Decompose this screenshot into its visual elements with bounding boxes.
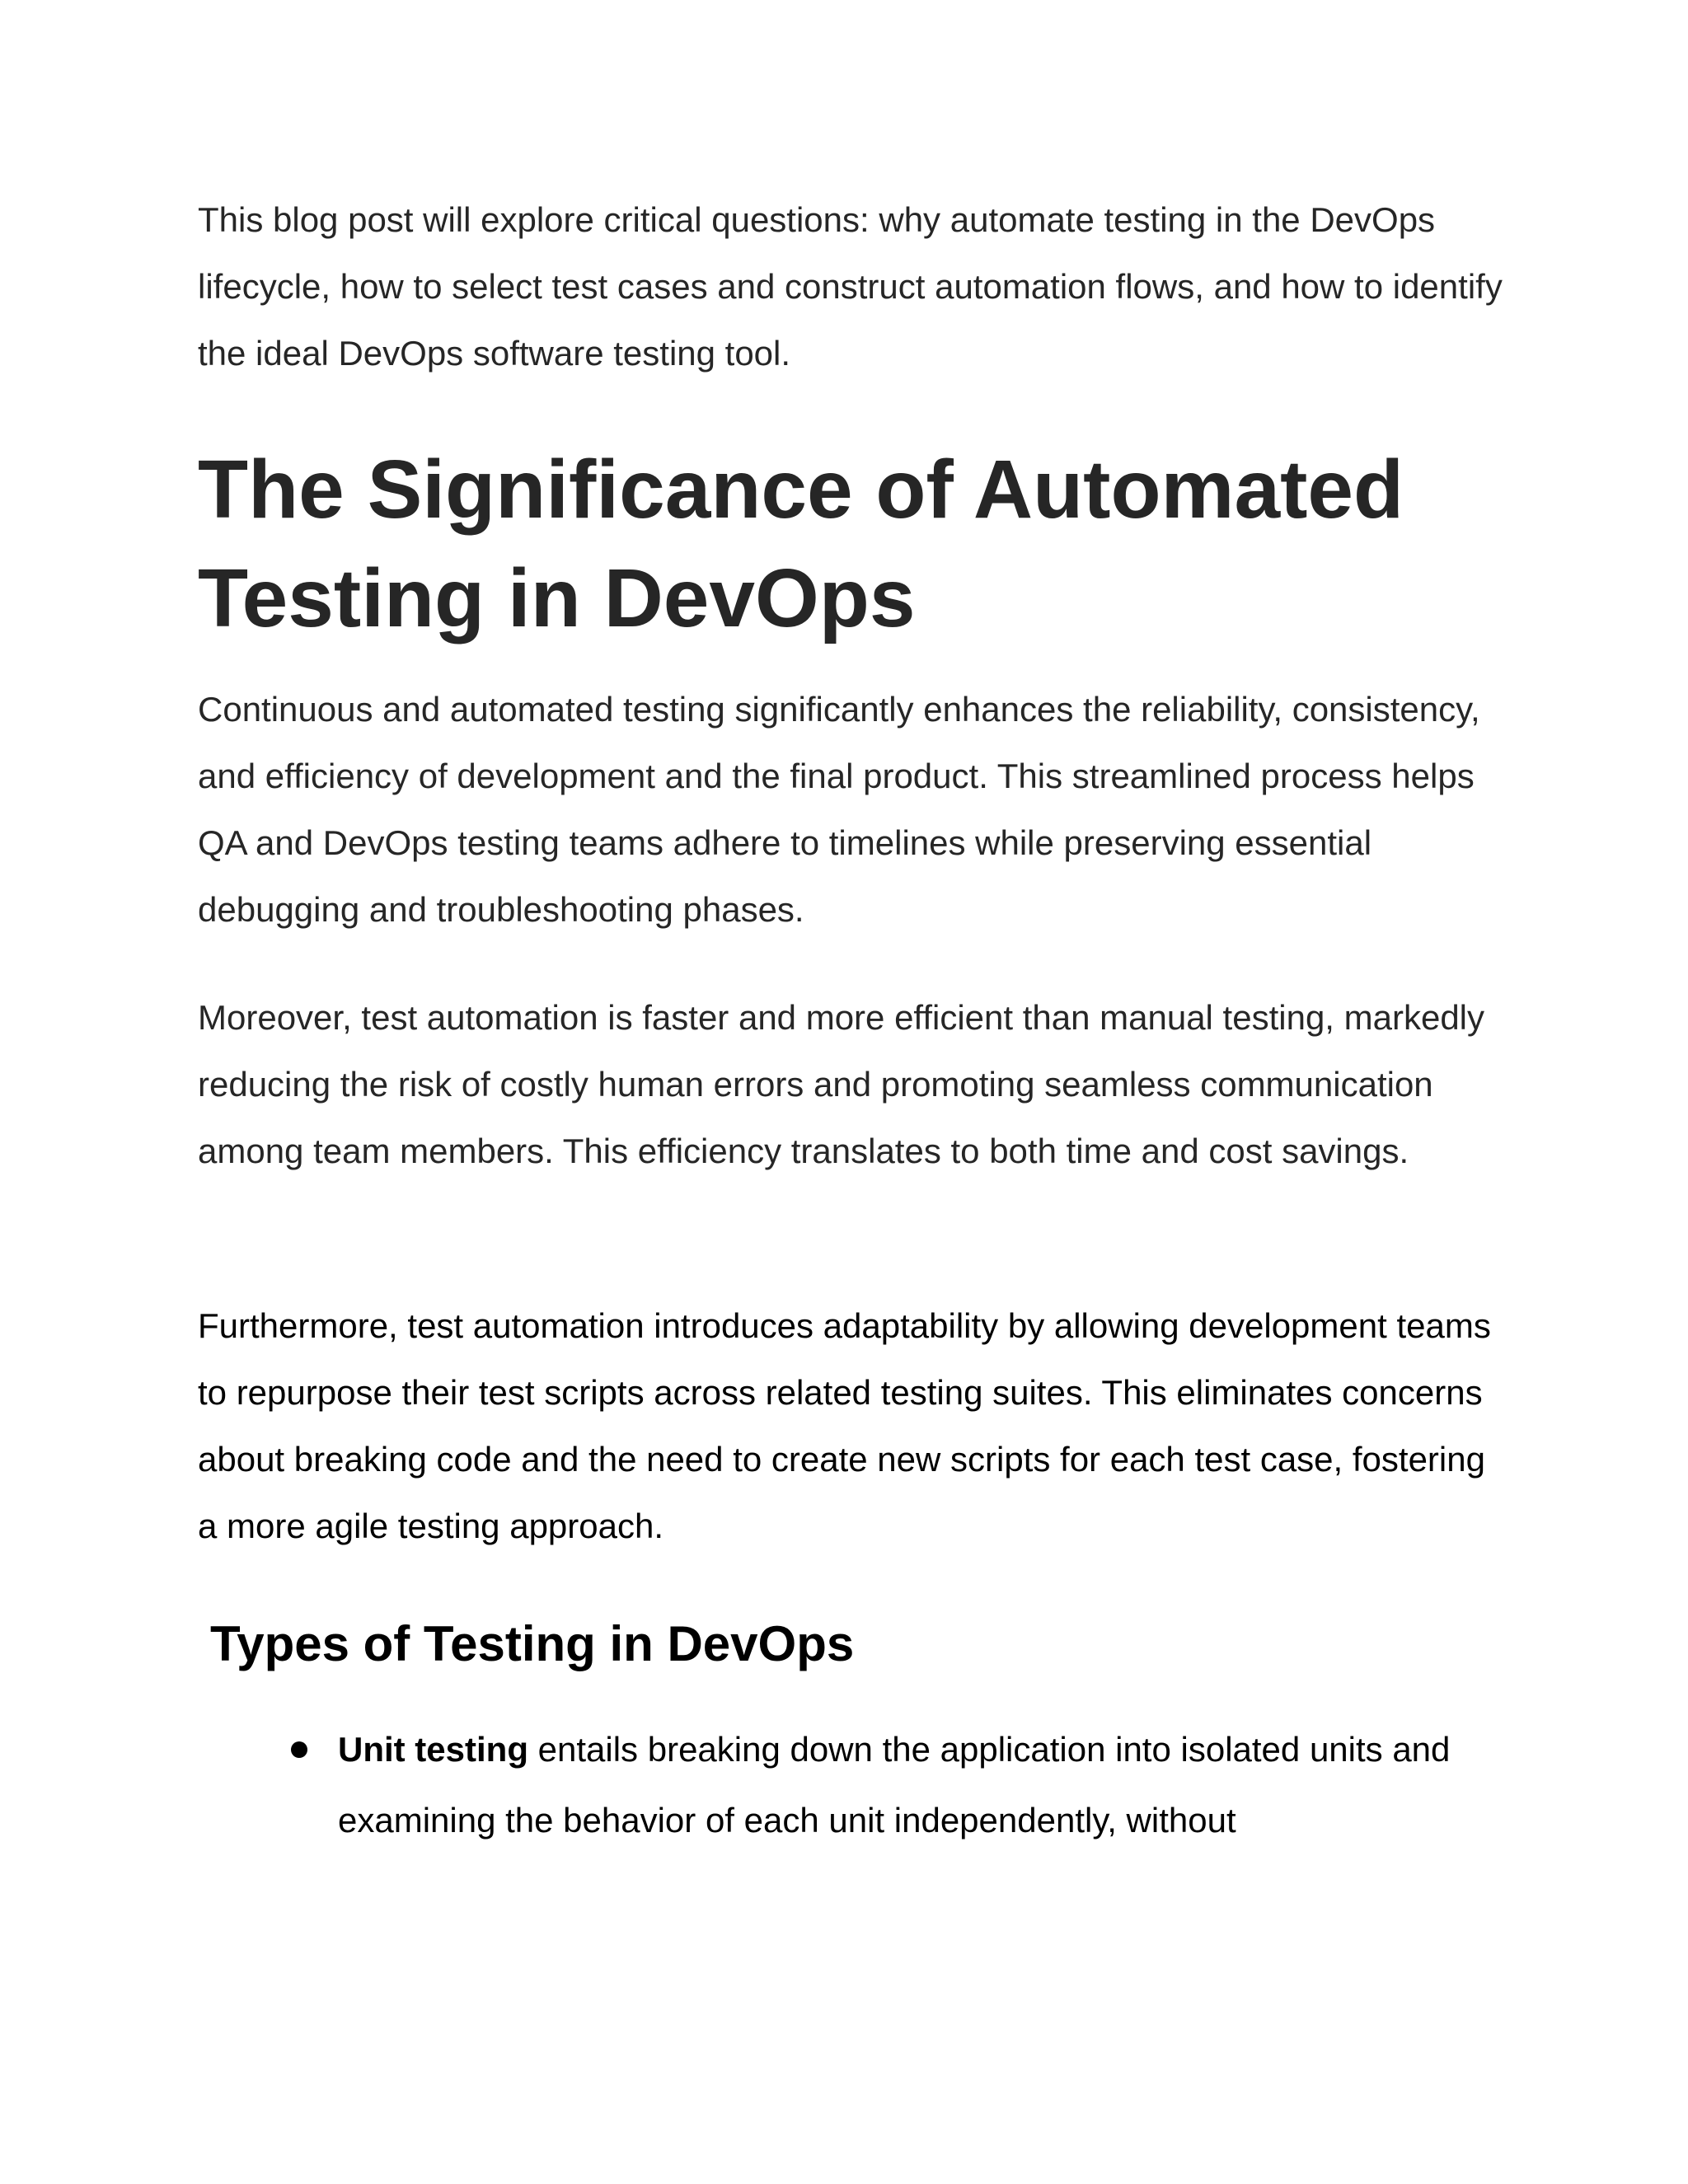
list-item-term: Unit testing [338,1730,528,1769]
body-paragraph-adaptability: Furthermore, test automation introduces adaptability by allowing development teams to repurpose their test scripts across related testing suites. This eliminates concerns about breaking code and the need to create new scripts for each test case, fostering a more agile testing approach. [198,1306,1491,1545]
subsection-heading: Types of Testing in DevOps [210,1616,855,1671]
intro-paragraph: This blog post will explore critical questions: why automate testing in the DevOps lifecycle, how to select test cases and construct automation flows, and how to identify the ideal DevOps software testing tool. [198,200,1503,373]
section-heading: The Significance of Automated Testing in DevOps [198,443,1404,644]
body-paragraph-efficiency: Moreover, test automation is faster and more efficient than manual testing, markedly reducing the risk of costly human errors and promoting seamless communication among team members. This efficiency translates to both time and cost savings. [198,998,1485,1170]
list-item-text [338,1714,1475,1856]
body-paragraph-reliability: Continuous and automated testing significantly enhances the reliability, consistency, and efficiency of development and the final product. This streamlined process helps QA and DevOps testing teams adhere to timelines while preserving essential debugging and troubleshooting phases. [198,690,1480,929]
bullet-dot-icon [291,1741,307,1758]
list-item-description: entails breaking down the application into isolated units and examining the behavior of each unit independently, without [338,1730,1451,1840]
